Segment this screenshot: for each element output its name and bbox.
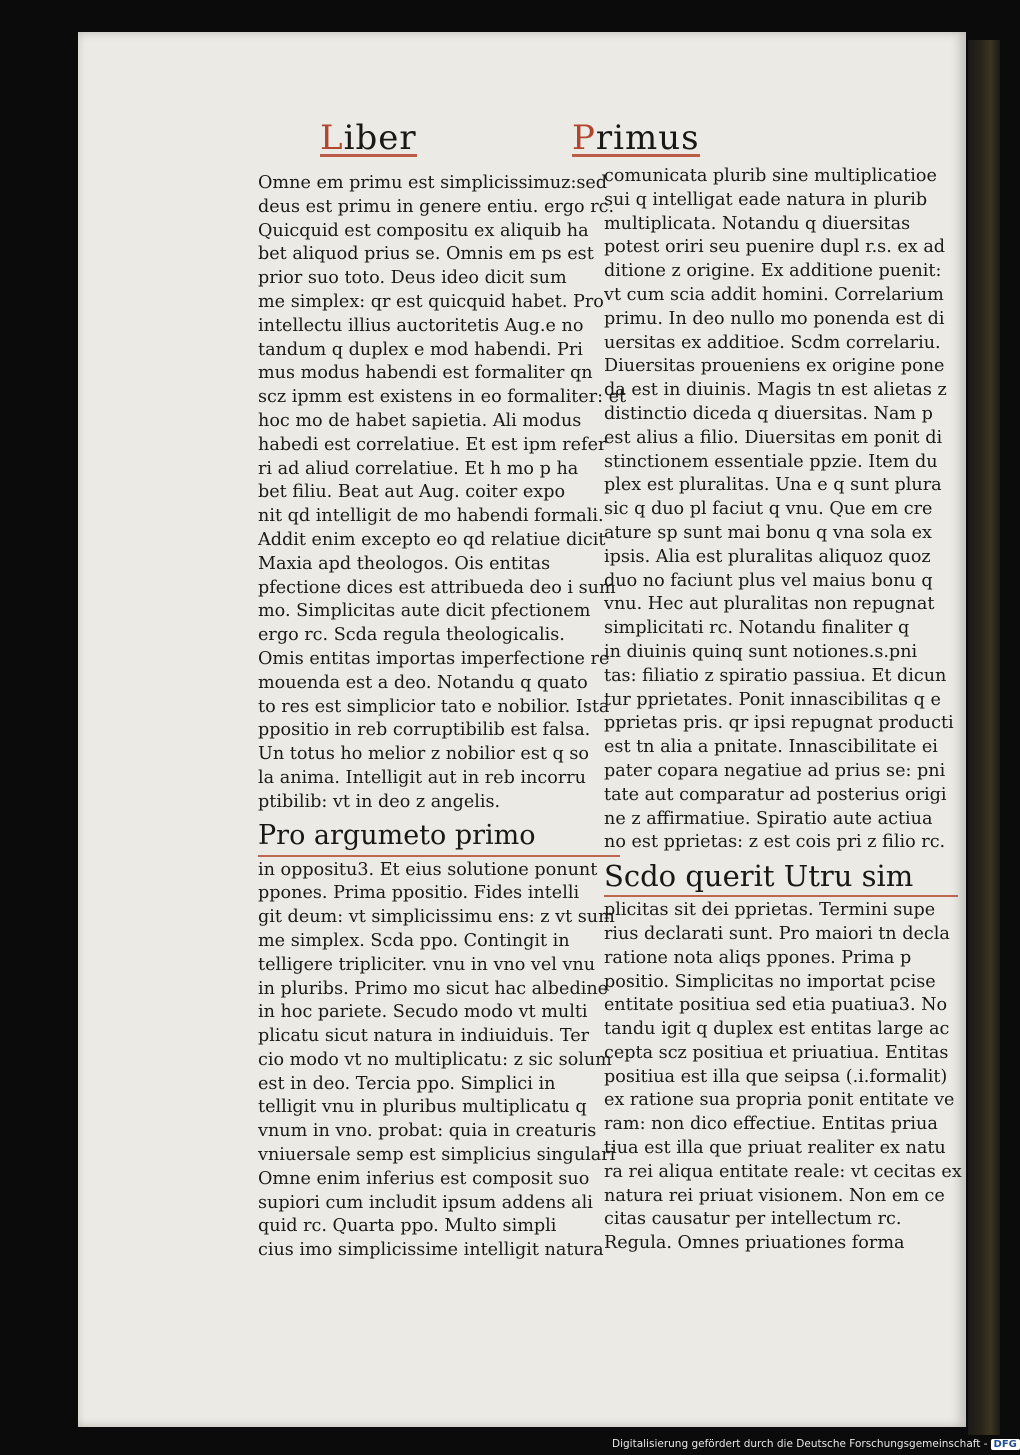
text-line: Maxia apd theologos. Ois entitas (258, 553, 551, 574)
text-line: positiua est illa que seipsa (.i.formalit) (604, 1066, 948, 1087)
text-line: ram: non dico effectiue. Entitas priua (604, 1114, 938, 1135)
text-line: ergo rc. Scda regula theologicalis. (258, 625, 565, 646)
text-line: ra rei aliqua entitate reale: vt cecitas ex (604, 1161, 962, 1182)
text-line: to res est simplicior tato e nobilior. Ista (258, 696, 610, 717)
text-line: vnum in vno. probat: quia in creaturis (258, 1121, 597, 1142)
text-line: da est in diuinis. Magis tn est alietas z (604, 380, 947, 401)
text-line: tur pprietates. Ponit innascibilitas q e (604, 689, 941, 710)
text-line: telligere tripliciter. vnu in vno vel vnu (258, 954, 596, 975)
text-line: nit qd intelligit de mo habendi formali. (258, 506, 604, 527)
text-line: telligit vnu in pluribus multiplicatu q (258, 1097, 587, 1118)
text-line: tandum q duplex e mod habendi. Pri (258, 339, 583, 360)
text-line: bet aliquod prius se. Omnis em ps est (258, 244, 594, 265)
text-line: no est pprietas: z est cois pri z filio rc. (604, 832, 946, 853)
text-line: Quicquid est compositu ex aliquib ha (258, 220, 589, 241)
text-line: Regula. Omnes priuationes forma (604, 1233, 905, 1254)
text-line: comunicata plurib sine multiplicatioe (604, 166, 937, 186)
text-line: entitate positiua sed etia puatiua3. No (604, 995, 948, 1016)
text-line: Diuersitas proueniens ex origine pone (604, 356, 945, 377)
text-line: distinctio diceda q diuersitas. Nam p (604, 403, 933, 424)
text-line: plicitas sit dei pprietas. Termini supe (604, 900, 936, 921)
text-line: pfectione dices est attribueda deo i sum (258, 577, 616, 598)
text-line: hoc mo de habet sapietia. Ali modus (258, 410, 582, 431)
text-line: citas causatur per intellectum rc. (604, 1209, 902, 1230)
left-column-text-after-heading (258, 859, 616, 1264)
text-line: multiplicata. Notandu q diuersitas (604, 213, 911, 234)
text-line: positio. Simplicitas no importat pcise (604, 971, 936, 992)
right-heading-text: Scdo querit Utru sim (604, 859, 914, 894)
running-head-left (320, 118, 417, 157)
text-line: potest oriri seu puenire dupl r.s. ex ad (604, 237, 946, 258)
text-line: mus modus habendi est formaliter qn (258, 363, 593, 384)
text-line: ex ratione sua propria ponit entitate ve (604, 1090, 955, 1111)
red-rubric-underline (258, 855, 620, 857)
text-line: vt cum scia addit homini. Correlarium (604, 284, 944, 305)
text-line: tas: filiatio z spiratio passiua. Et dicun (604, 665, 947, 686)
text-line: git deum: vt simplicissimu ens: z vt sum (258, 907, 615, 928)
text-line: in hoc pariete. Secudo modo vt multi (258, 1002, 588, 1023)
text-line: bet filiu. Beat aut Aug. coiter expo (258, 482, 566, 503)
text-line: cius imo simplicissime intelligit natura (258, 1240, 604, 1261)
adjacent-page-edge (968, 40, 1000, 1435)
text-line: plex est pluralitas. Una e q sunt plura (604, 475, 942, 496)
text-line: est tn alia a pnitate. Innascibilitate ei (604, 737, 938, 758)
text-line: habedi est correlatiue. Et est ipm refer (258, 434, 607, 455)
text-line: cio modo vt no multiplicatu: z sic solum (258, 1049, 612, 1070)
text-line: primu. In deo nullo mo ponenda est di (604, 308, 945, 329)
credit-text: Digitalisierung gefördert durch die Deutsche Forschungsgemeinschaft - (612, 1438, 988, 1450)
text-line: deus est primu in genere entiu. ergo rc. (258, 196, 615, 217)
digitization-credit (612, 1438, 1020, 1450)
left-heading-text: Pro argumeto primo (258, 819, 536, 851)
text-line: plicatu sicut natura in indiuiduis. Ter (258, 1026, 590, 1047)
text-line: ipsis. Alia est pluralitas aliquoz quoz (604, 546, 931, 567)
text-line: Addit enim excepto eo qd relatiue dicit (258, 529, 606, 550)
text-line: stinctionem essentiale ppzie. Item du (604, 451, 938, 472)
dfg-logo: DFG (991, 1439, 1020, 1450)
text-line: Omne em primu est simplicissimuz:sed (258, 173, 608, 193)
text-line: intellectu illius auctoritetis Aug.e no (258, 315, 584, 336)
text-line: natura rei priuat visionem. Non em ce (604, 1185, 945, 1206)
right-column-section-heading (604, 855, 938, 899)
text-line: Un totus ho melior z nobilior est q so (258, 744, 589, 765)
text-line: sic q duo pl faciut q vnu. Que em cre (604, 499, 933, 520)
text-line: mo. Simplicitas aute dicit pfectionem (258, 601, 591, 622)
text-line: ne z affirmatiue. Spiratio aute actiua (604, 808, 933, 829)
text-line: tandu igit q duplex est entitas large ac (604, 1019, 950, 1040)
text-line: ri ad aliud correlatiue. Et h mo p ha (258, 458, 579, 479)
text-line: tiua est illa que priuat realiter ex natu (604, 1138, 946, 1159)
text-line: simplicitati rc. Notandu finaliter q (604, 618, 910, 639)
text-line: vniuersale semp est simplicius singulari (258, 1145, 616, 1166)
text-line: uersitas ex additioe. Scdm correlariu. (604, 332, 941, 353)
text-line: in diuinis quinq sunt notiones.s.pni (604, 641, 918, 662)
text-line: in pluribs. Primo mo sicut hac albedine (258, 978, 609, 999)
text-line: Omne enim inferius est composit suo (258, 1168, 590, 1189)
running-head-left-text: Liber (320, 118, 417, 158)
text-line: vnu. Hec aut pluralitas non repugnat (604, 594, 935, 615)
text-line: mouenda est a deo. Notandu q quato (258, 672, 588, 693)
text-line: ppositio in reb corruptibilib est falsa. (258, 720, 591, 741)
text-line: pprietas pris. qr ipsi repugnat producti (604, 713, 954, 734)
text-line: la anima. Intelligit aut in reb incorru (258, 767, 586, 788)
text-line: ature sp sunt mai bonu q vna sola ex (604, 522, 932, 543)
text-line: prior suo toto. Deus ideo dicit sum (258, 268, 567, 289)
text-line: in oppositu3. Et eius solutione ponunt (258, 859, 598, 880)
text-line: quid rc. Quarta ppo. Multo simpli (258, 1216, 557, 1237)
text-line: me simplex. Scda ppo. Contingit in (258, 930, 570, 951)
text-line: cepta scz positiua et priuatiua. Entitas (604, 1042, 949, 1063)
left-column-text-before-heading (258, 172, 627, 815)
running-head-right-text: Primus (572, 118, 700, 158)
text-line: pater copara negatiue ad prius se: pni (604, 760, 946, 781)
running-head-right (572, 118, 700, 157)
left-column-section-heading (258, 815, 600, 859)
right-column-text-after-heading (604, 899, 962, 1256)
text-line: ditione z origine. Ex additione puenit: (604, 261, 942, 282)
text-line: me simplex: qr est quicquid habet. Pro (258, 291, 604, 312)
right-text-column (604, 165, 962, 1256)
text-line: scz ipmm est existens in eo formaliter: et (258, 387, 627, 408)
red-rubric-underline (604, 895, 958, 897)
text-line: ppones. Prima ppositio. Fides intelli (258, 883, 580, 904)
text-line: duo no faciunt plus vel maius bonu q (604, 570, 933, 591)
text-line: ratione nota aliqs ppones. Prima p (604, 947, 912, 968)
text-line: sui q intelligat eade natura in plurib (604, 189, 928, 210)
text-line: est in deo. Tercia ppo. Simplici in (258, 1073, 556, 1094)
text-line: est alius a filio. Diuersitas em ponit di (604, 427, 943, 448)
left-text-column (258, 172, 627, 1263)
right-column-text-before-heading (604, 165, 954, 855)
text-line: ptibilib: vt in deo z angelis. (258, 791, 501, 812)
text-line: supiori cum includit ipsum addens ali (258, 1192, 593, 1213)
text-line: rius declarati sunt. Pro maiori tn decla (604, 923, 950, 944)
text-line: tate aut comparatur ad posterius origi (604, 784, 947, 805)
text-line: Omis entitas importas imperfectione re (258, 648, 610, 669)
